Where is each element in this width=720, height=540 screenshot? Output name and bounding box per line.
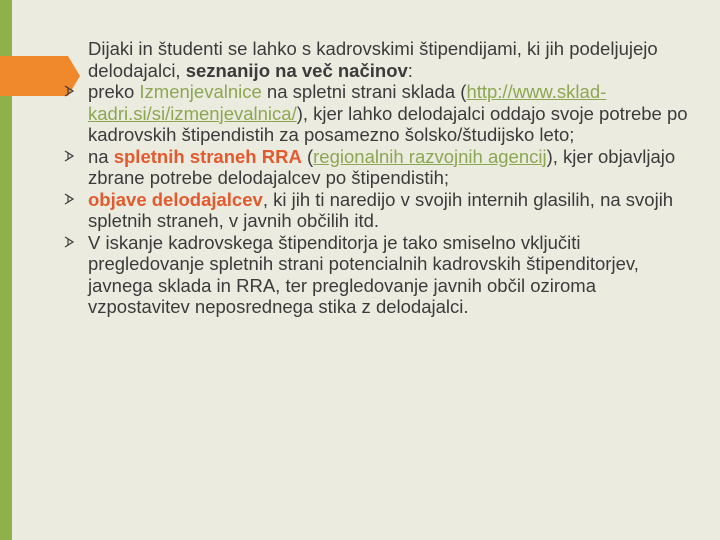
objave-highlight: objave delodajalcev xyxy=(88,188,263,210)
item-text: na xyxy=(88,145,114,167)
slide-content xyxy=(80,38,695,318)
rra-highlight: spletnih straneh RRA xyxy=(113,145,302,167)
rra-link[interactable]: regionalnih razvojnih agencij xyxy=(313,145,547,167)
list-item xyxy=(80,189,695,232)
item-text: V iskanje kadrovskega štipenditorja je tako smiselno vključiti pregledovanje spletnih strani potencialnih kadrovskih štipenditorjev, javnega sklada in RRA, ter pregledovanje javnih občil oziroma vzpostavitev neposrednega stika z delodajalci. xyxy=(88,231,639,317)
izmenjevalnica-highlight: Izmenjevalnice xyxy=(139,81,262,102)
item-text: ), kjer objavljajo zbrane potrebe delodajalcev po štipendistih; xyxy=(88,145,676,188)
item-text: ( xyxy=(301,145,314,167)
intro-text: Dijaki in študenti se lahko s kadrovskimi štipendijami, ki jih podeljujejo delodajalci, xyxy=(88,38,658,81)
intro-paragraph xyxy=(88,38,695,81)
chevron-arrow-icon xyxy=(63,85,75,97)
intro-end: : xyxy=(407,59,413,81)
item-text: preko xyxy=(88,81,140,102)
item-text: na spletni strani sklada ( xyxy=(261,81,467,102)
chevron-arrow-icon xyxy=(63,236,75,248)
item-text: , ki jih ti naredijo v svojih internih glasilih, na svojih spletnih straneh, v javnih občilih itd. xyxy=(88,188,674,231)
chevron-arrow-icon xyxy=(63,150,75,162)
intro-bold-text: seznanijo na več načinov xyxy=(185,59,408,81)
item-text: ), kjer lahko delodajalci oddajo svoje potrebe po kadrovskih štipendistih za posamezno šolsko/študijsko leto; xyxy=(88,102,688,145)
list-item xyxy=(80,232,695,318)
izmenjevalnica-link[interactable]: http://www.sklad-kadri.si/si/izmenjevalnica/ xyxy=(88,81,607,124)
list-item xyxy=(80,146,695,189)
chevron-arrow-icon xyxy=(63,193,75,205)
list-item xyxy=(80,81,695,146)
